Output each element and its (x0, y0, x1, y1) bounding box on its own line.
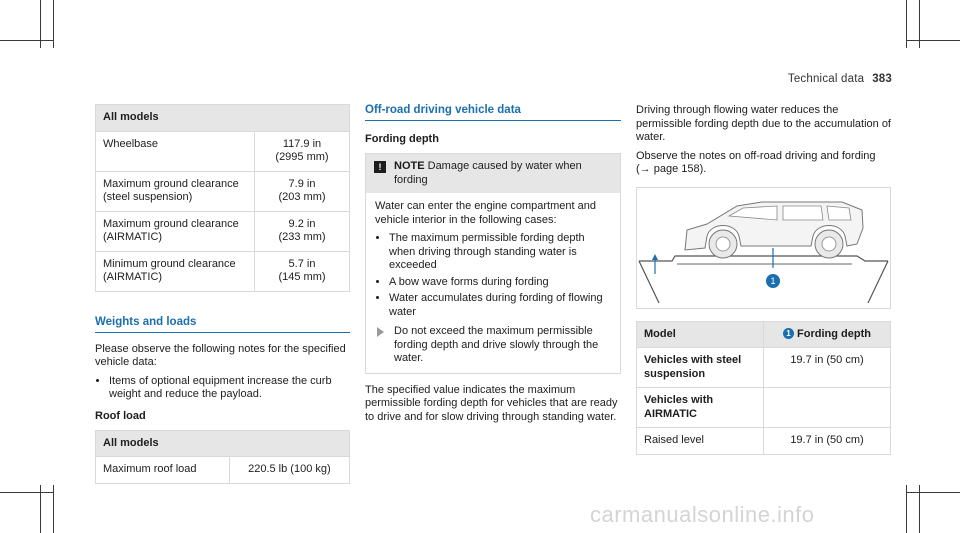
fording-depth-title: Fording depth (365, 133, 439, 145)
watermark: carmanualsonline.info (590, 502, 815, 527)
table-row (96, 211, 350, 251)
row-value: 5.7 in (145 mm) (255, 251, 350, 291)
column-middle (365, 104, 621, 429)
note-body (366, 193, 620, 373)
roof-load-title: Roof load (95, 409, 146, 422)
page-number: 383 (872, 73, 892, 85)
section-title: Technical data (787, 73, 865, 85)
column-right (636, 104, 891, 455)
dimensions-table (95, 104, 350, 292)
page-header (788, 73, 892, 85)
flowing-water-paragraph: Driving through flowing water reduces the permissible fording depth due to the accumulation of water. (636, 104, 891, 143)
table-row (96, 171, 350, 211)
list-item: • A bow wave forms during fording (389, 276, 611, 290)
row-label: Maximum ground clearance (steel suspension) (96, 171, 255, 211)
list-item: • Water accumulates during fording of flowing water (389, 292, 611, 319)
table-header: All models (96, 430, 350, 457)
crop-mark (0, 40, 54, 41)
row-value (764, 388, 891, 428)
note-intro: Water can enter the engine compartment and vehicle interior in the following cases: (375, 200, 596, 226)
note-tip (375, 325, 611, 366)
row-label: Maximum roof load (96, 457, 230, 484)
roof-load-table (95, 430, 350, 484)
table-row (96, 131, 350, 171)
depth-header-label: Fording depth (797, 327, 871, 340)
weights-intro: Please observe the following notes for the specified vehicle data: (95, 342, 346, 368)
fording-depth-table (636, 321, 891, 455)
column-header-depth (764, 321, 891, 348)
row-value: 19.7 in (50 cm) (764, 348, 891, 388)
observe-notes-paragraph: Observe the notes on off-road driving and fording (→ page 158). (636, 149, 876, 175)
list-item: • The maximum permissible fording depth when driving through standing water is exceeded (389, 232, 611, 273)
crop-mark (906, 40, 960, 41)
table-row (637, 428, 891, 455)
note-label: NOTE (394, 160, 425, 172)
tip-text: Do not exceed the maximum permissible fording depth and drive slowly through the water. (394, 325, 599, 364)
weights-bullets (95, 375, 350, 402)
row-label: Vehicles with steel suspension (637, 348, 764, 388)
note-heading: Damage caused by water when fording (394, 160, 582, 186)
row-value: 117.9 in (2995 mm) (255, 131, 350, 171)
column-header-model: Model (637, 321, 764, 348)
row-value: 9.2 in (233 mm) (255, 211, 350, 251)
table-row (637, 348, 891, 388)
suv-wading-diagram (637, 188, 890, 306)
note-bullets (375, 232, 611, 319)
table-header: All models (96, 105, 350, 132)
column-left (95, 104, 350, 484)
list-item: • Items of optional equipment increase the curb weight and reduce the payload. (109, 375, 350, 402)
row-label: Minimum ground clearance (AIRMATIC) (96, 251, 255, 291)
row-label: Raised level (637, 428, 764, 455)
warning-icon: ! (374, 161, 386, 173)
fording-depth-illustration (636, 187, 891, 309)
callout-number: 1 (770, 275, 776, 286)
offroad-section-title: Off-road driving vehicle data (365, 104, 621, 121)
row-value: 220.5 lb (100 kg) (229, 457, 349, 484)
note-header (366, 154, 620, 193)
note-box (365, 153, 621, 374)
arrow-right-icon (377, 327, 384, 337)
crop-mark (906, 492, 960, 493)
row-label: Maximum ground clearance (AIRMATIC) (96, 211, 255, 251)
row-label: Vehicles with AIRMATIC (637, 388, 764, 428)
table-row (96, 457, 350, 484)
fording-paragraph: The specified value indicates the maximum permissible fording depth for vehicles that are ready to drive and for slow driving through standing water. (365, 383, 618, 423)
weights-section-title: Weights and loads (95, 316, 350, 333)
crop-mark (0, 492, 54, 493)
table-row (96, 251, 350, 291)
row-label: Wheelbase (96, 131, 255, 171)
row-value: 19.7 in (50 cm) (764, 428, 891, 455)
callout-badge: 1 (783, 328, 794, 339)
table-row (637, 388, 891, 428)
row-value: 7.9 in (203 mm) (255, 171, 350, 211)
